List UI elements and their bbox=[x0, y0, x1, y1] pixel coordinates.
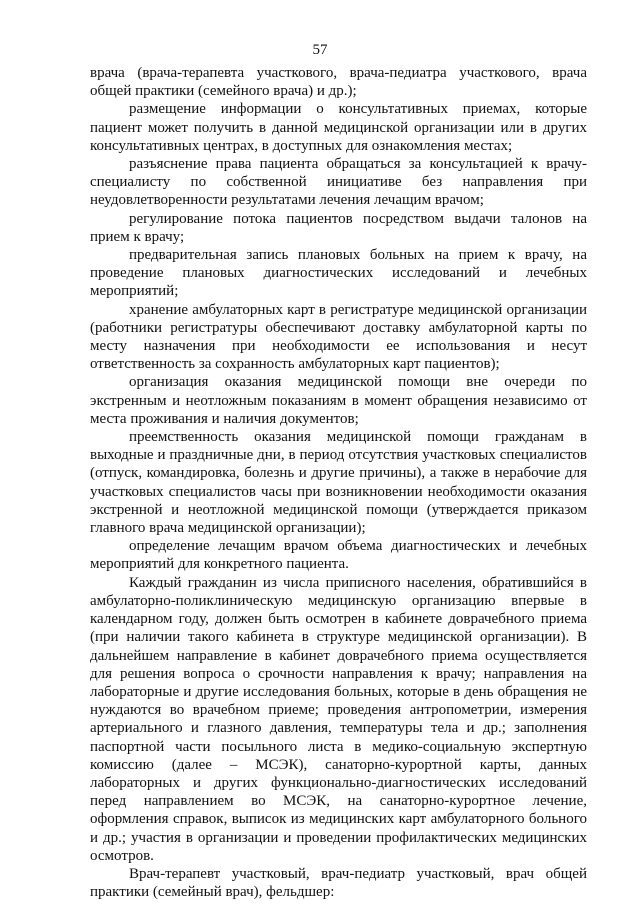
list-item-patient-rights: разъяснение права пациента обращаться за консультацией к врачу-специалисту по собственной инициативе без направления при неудовлетворенности результатами лечения лечащим врачом; bbox=[90, 156, 587, 209]
list-item-consultation-info: размещение информации о консультативных приемах, которые пациент может получить в данной медицинской организации или в других консультативных центрах, в доступных для ознакомления местах; bbox=[90, 101, 587, 154]
paragraph-pre-medical-office: Каждый гражданин из числа приписного населения, обратившийся в амбулаторно-поликлиническую медицинскую организацию впервые в календарном году, должен быть осмотрен в кабинете доврачебного приема (при наличии такого кабинета в структуре медицинской организации). В дальнейшем направление в кабинет доврачебного приема осуществляется для решения вопроса о срочности направления к врачу; направления на лабораторные и другие исследования больных, которые в день обращения не нуждаются во врачебном приеме; проведения антропометрии, измерения артериального и глазного давления, температуры тела и др.; заполнения паспортной части посыльного листа в медико-социальную экспертную комиссию (далее – МСЭК), санаторно-курортной карты, данных лабораторных и других функционально-диагностических исследований перед направлением во МСЭК, на санаторно-курортное лечение, оформления справок, выписок из медицинских карт амбулаторного больного и др.; участия в организации и проведении профилактических медицинских осмотров. bbox=[90, 574, 587, 864]
page-number: 57 bbox=[312, 42, 328, 58]
document-body bbox=[90, 64, 587, 901]
list-item-appointment-booking: предварительная запись плановых больных на прием к врачу, на проведение плановых диагностических исследований и лечебных мероприятий; bbox=[90, 247, 587, 300]
list-item-record-storage: хранение амбулаторных карт в регистратуре медицинской организации (работники регистратуры обеспечивают доставку амбулаторной карты по месту назначения при необходимости ее использования и несут ответственность за сохранность амбулаторных карт пациентов); bbox=[90, 301, 587, 373]
paragraph-physician-duties: Врач-терапевт участковый, врач-педиатр участковый, врач общей практики (семейный врач), фельдшер: bbox=[90, 865, 587, 901]
list-item-care-continuity: преемственность оказания медицинской помощи гражданам в выходные и праздничные дни, в период отсутствия участковых специалистов (отпуск, командировка, болезнь и другие причины), а также в нерабочие для участковых специалистов часы при возникновении необходимости оказания экстренной и неотложной медицинской помощи (утверждается приказом главного врача медицинской организации); bbox=[90, 429, 587, 537]
list-item-treatment-scope: определение лечащим врачом объема диагностических и лечебных мероприятий для конкретного пациента. bbox=[90, 538, 587, 573]
paragraph-continuation: врача (врача-терапевта участкового, врача-педиатра участкового, врача общей практики (семейного врача) и др.); bbox=[90, 65, 587, 100]
list-item-patient-flow: регулирование потока пациентов посредством выдачи талонов на прием к врачу; bbox=[90, 210, 587, 245]
list-item-emergency-care: организация оказания медицинской помощи вне очереди по экстренным и неотложным показаниям в момент обращения независимо от места проживания и наличия документов; bbox=[90, 374, 587, 427]
